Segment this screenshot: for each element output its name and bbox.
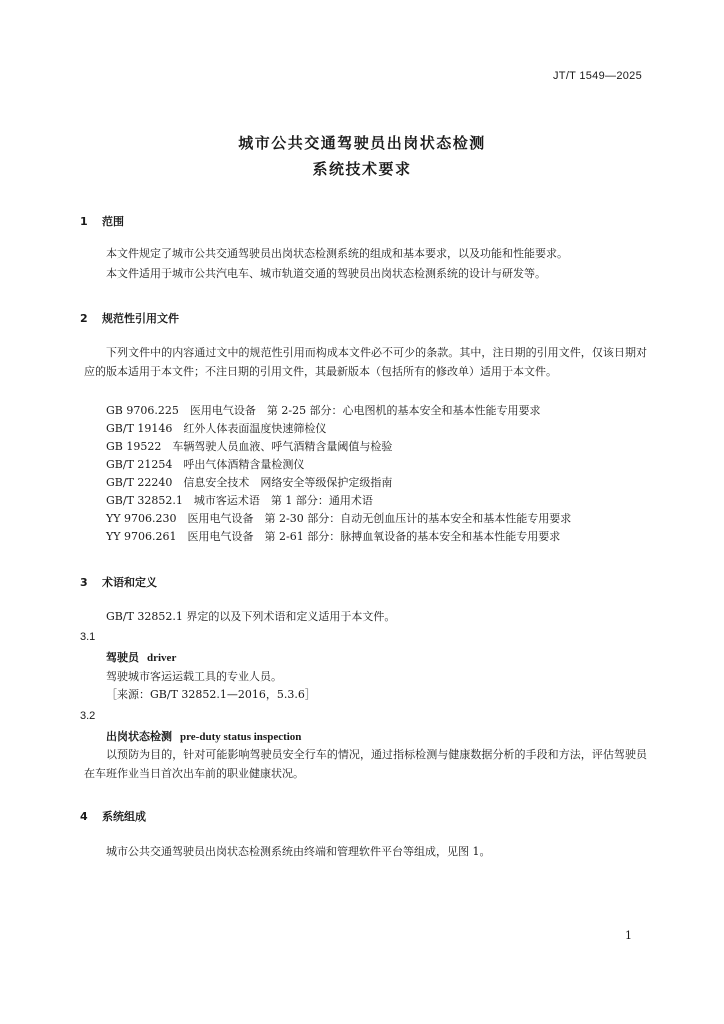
section-title: 系统组成 xyxy=(102,810,146,823)
term-3-1-definition: 驾驶城市客运运载工具的专业人员。 xyxy=(106,670,282,683)
title-line-2: 系统技术要求 xyxy=(312,160,412,178)
term-3-2-definition: 以预防为目的，针对可能影响驾驶员安全行车的情况，通过指标检测与健康数据分析的手段和方法，评估驾驶员在车班作业当日首次出车前的职业健康状况。 xyxy=(84,748,647,780)
reference-list xyxy=(106,402,646,546)
section-title: 范围 xyxy=(102,215,124,228)
reference-item: GB/T 32852.1 城市客运术语 第 1 部分：通用术语 xyxy=(106,494,373,507)
section-number: 4 xyxy=(80,810,88,823)
section-2-intro: 下列文件中的内容通过文中的规范性引用而构成本文件必不可少的条款。其中，注日期的引用文件，仅该日期对应的版本适用于本文件；不注日期的引用文件，其最新版本（包括所有的修改单）适用于本文件。 xyxy=(84,346,647,378)
reference-item: YY 9706.261 医用电气设备 第 2-61 部分：脉搏血氧设备的基本安全和基本性能专用要求 xyxy=(106,530,561,543)
term-number-3-2: 3.2 xyxy=(80,710,96,722)
term-en: driver xyxy=(147,652,177,664)
section-1-para-2: 本文件适用于城市公共汽电车、城市轨道交通的驾驶员出岗状态检测系统的设计与研发等。 xyxy=(106,267,546,280)
document-number: JT/T 1549—2025 xyxy=(553,70,642,82)
section-number: 1 xyxy=(80,215,88,228)
section-title: 规范性引用文件 xyxy=(102,312,179,325)
section-4-para-1: 城市公共交通驾驶员出岗状态检测系统由终端和管理软件平台等组成，见图 1。 xyxy=(106,845,491,858)
term-en: pre-duty status inspection xyxy=(180,731,302,743)
reference-item: GB/T 22240 信息安全技术 网络安全等级保护定级指南 xyxy=(106,476,393,489)
section-4-heading xyxy=(80,808,146,824)
reference-item: GB/T 19146 红外人体表面温度快速筛检仪 xyxy=(106,422,327,435)
title-line-1: 城市公共交通驾驶员出岗状态检测 xyxy=(238,134,486,152)
section-3-heading xyxy=(80,574,157,590)
page-number: 1 xyxy=(625,929,632,942)
section-title: 术语和定义 xyxy=(102,576,157,589)
section-3-intro: GB/T 32852.1 界定的以及下列术语和定义适用于本文件。 xyxy=(106,610,396,623)
term-cn: 出岗状态检测 xyxy=(106,730,172,743)
term-3-1-source: ［来源：GB/T 32852.1—2016，5.3.6］ xyxy=(106,688,316,701)
section-number: 2 xyxy=(80,312,88,325)
section-1-para-1: 本文件规定了城市公共交通驾驶员出岗状态检测系统的组成和基本要求，以及功能和性能要求。 xyxy=(106,247,568,260)
term-cn: 驾驶员 xyxy=(106,651,139,664)
reference-item: GB 9706.225 医用电气设备 第 2-25 部分：心电图机的基本安全和基本性能专用要求 xyxy=(106,404,541,417)
reference-item: GB/T 21254 呼出气体酒精含量检测仪 xyxy=(106,458,305,471)
term-3-1 xyxy=(106,649,176,665)
term-number-3-1: 3.1 xyxy=(80,631,96,643)
section-2-heading xyxy=(80,310,179,326)
section-number: 3 xyxy=(80,576,88,589)
reference-item: GB 19522 车辆驾驶人员血液、呼气酒精含量阈值与检验 xyxy=(106,440,393,453)
term-3-2 xyxy=(106,728,301,744)
section-1-heading xyxy=(80,213,124,229)
reference-item: YY 9706.230 医用电气设备 第 2-30 部分：自动无创血压计的基本安全和基本性能专用要求 xyxy=(106,512,572,525)
